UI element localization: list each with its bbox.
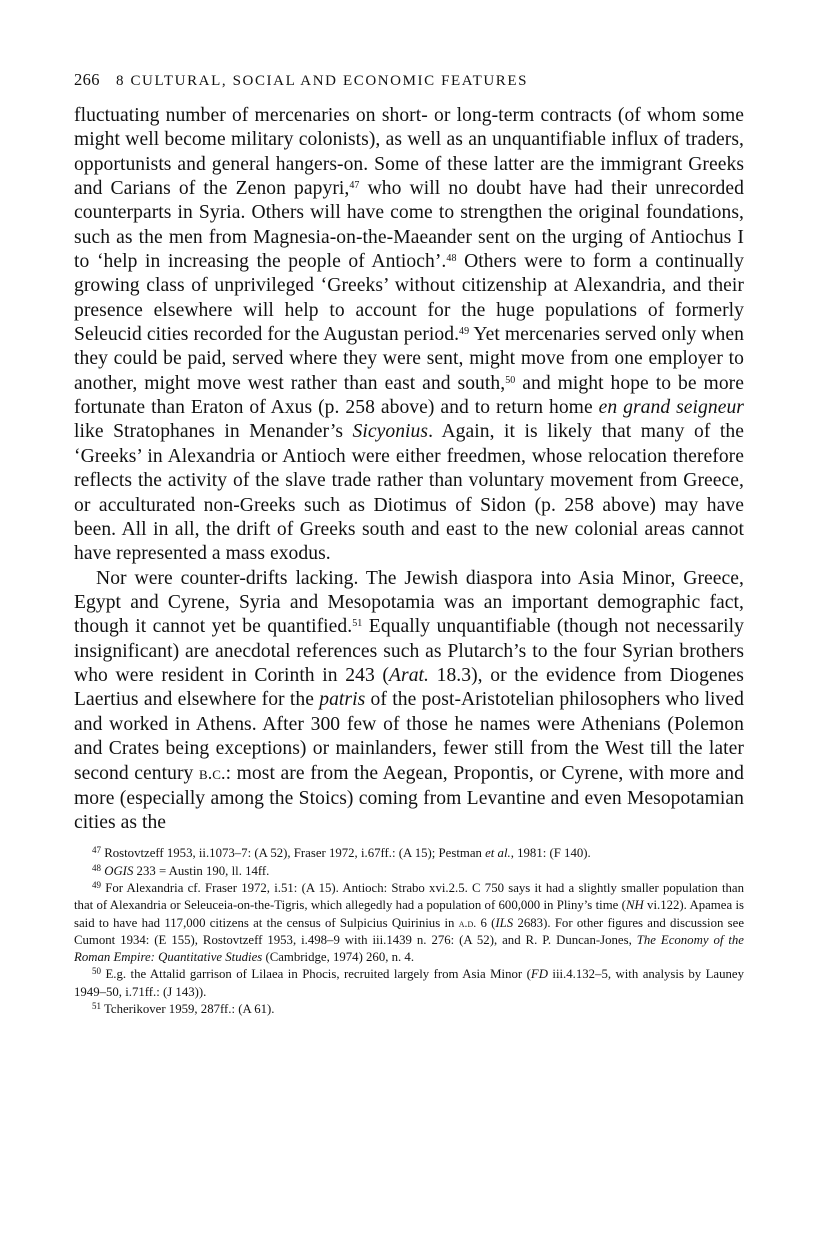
- page-number: 266: [74, 70, 100, 89]
- italic-title: Sicyonius: [352, 421, 429, 443]
- footnote-number: 47: [92, 845, 101, 856]
- text: Equally unquantifiable (though not necessarily insignificant) are anecdotal references such as Plutarch’s to the four Syrian brothers who were resident in Corinth in 243 (: [74, 616, 744, 686]
- small-caps-era: a.d.: [458, 916, 477, 930]
- footnote-number: 48: [92, 862, 101, 873]
- text: Yet mercenaries served only when they could be paid, served where they were sent, might move from one employer to another, might move west rather than east and south,: [74, 324, 744, 394]
- footnote-51: [74, 1001, 744, 1018]
- text: 18.3), or the evidence from Diogenes Laertius and elsewhere for the: [74, 664, 744, 711]
- text: E.g. the Attalid garrison of Lilaea in Phocis, recruited largely from Asia Minor (: [105, 967, 531, 982]
- footnote-number: 51: [92, 1000, 101, 1011]
- text: Nor were counter-drifts lacking. The Jewish diaspora into Asia Minor, Greece, Egypt and Cyrene, Syria and Mesopotamia was an important demographic fact, though it cannot yet be quantified.: [74, 567, 744, 638]
- text: fluctuating number of mercenaries on short- or long-term contracts (of whom some might well become military colonists), as well as an unquantifiable influx of traders, opportunists and general hangers-on. Some of these latter are the immigrant Greeks and Carians of the Zenon papyri,: [74, 105, 744, 200]
- text: (Cambridge, 1974) 260, n. 4.: [262, 950, 415, 965]
- running-header: [74, 70, 744, 104]
- footnote-48: [74, 863, 744, 880]
- text: of the post-Aristotelian philosophers who lived and worked in Athens. After 300 few of those he names were Athenians (Polemon and Crates being exceptions) or mainlanders, fewer still from the West till the later second century: [74, 689, 744, 785]
- text: Others were to form a continually growing class of unprivileged ‘Greeks’ without citizenship at Alexandria, and their presence elsewhere will help to account for the huge populations of formerly Seleucid cities recorded for the Augustan period.: [74, 251, 744, 346]
- text: iii.4.132–5, with analysis by Launey 1949–50, i.71ff.: (J 143)).: [74, 967, 744, 999]
- footnote-ref-50[interactable]: 50: [505, 374, 516, 386]
- italic-text: FD: [530, 967, 548, 982]
- text: Tcherikover 1959, 287ff.: (A 61).: [103, 1001, 275, 1016]
- running-title: 8 CULTURAL, SOCIAL AND ECONOMIC FEATURES: [116, 73, 529, 89]
- italic-phrase: en grand seigneur: [598, 397, 744, 419]
- text: 233 = Austin 190, ll. 14ff.: [133, 863, 270, 878]
- italic-text: ILS: [495, 915, 514, 930]
- footnote-49: [74, 880, 744, 966]
- footnotes: [74, 845, 744, 1018]
- footnote-number: 49: [92, 879, 101, 890]
- italic-text: NH: [625, 898, 644, 913]
- footnote-ref-51[interactable]: 51: [352, 618, 363, 630]
- text: , 1981: (F 140).: [510, 846, 591, 861]
- footnote-ref-49[interactable]: 49: [459, 325, 470, 337]
- paragraph-1: [74, 104, 744, 567]
- paragraph-2: [74, 567, 744, 836]
- italic-title: The Economy of the Roman Empire: Quantitative Studies: [74, 932, 744, 965]
- text: who will no doubt have had their unrecorded counterparts in Syria. Others will have come to strengthen the original foundations, such as the men from Magnesia-on-the-Maeander sent on the urging of Antiochus I to ‘help in increasing the people of Antioch’.: [74, 178, 744, 273]
- italic-word: patris: [319, 689, 366, 711]
- text: vi.122). Apamea is said to have had 117,000 citizens at the census of Sulpicius Quirinius in: [74, 898, 744, 930]
- text: : most are from the Aegean, Propontis, or Cyrene, with more and more (especially among the Stoics) coming from Levantine and even Mesopotamian cities as the: [74, 763, 744, 833]
- text: like Stratophanes in Menander’s: [74, 421, 353, 443]
- text: Rostovtzeff 1953, ii.1073–7: (A 52), Fraser 1972, i.67ff.: (A 15); Pestman: [104, 846, 486, 861]
- page: [74, 70, 744, 1018]
- text: and might hope to be more fortunate than Eraton of Axus (p. 258 above) and to return home: [74, 372, 744, 419]
- text: 6 (: [476, 915, 496, 930]
- italic-text: et al.: [485, 846, 511, 861]
- footnote-ref-48[interactable]: 48: [446, 252, 457, 264]
- footnote-47: [74, 845, 744, 862]
- small-caps-era: b.c.: [199, 763, 226, 784]
- footnote-ref-47[interactable]: 47: [349, 179, 360, 191]
- text: 2683). For other figures and discussion see Cumont 1934: (E 155), Rostovtzeff 1953, i.498–9 with iii.1439 n. 276: (A 52), and R. P. Duncan-Jones,: [74, 915, 744, 947]
- footnote-number: 50: [92, 966, 101, 977]
- italic-text: OGIS: [104, 863, 134, 878]
- italic-title: Arat.: [389, 664, 429, 686]
- text: For Alexandria cf. Fraser 1972, i.51: (A 15). Antioch: Strabo xvi.2.5. C 750 says it had a slightly smaller population than that of Alexandria or Seleuceia-on-the-Tigris, which allegedly had a population of 600,000 in Pliny’s time (: [74, 880, 744, 913]
- footnote-50: [74, 966, 744, 1001]
- text: . Again, it is likely that many of the ‘Greeks’ in Alexandria or Antioch were either freedmen, whose relocation therefore reflects the activity of the slave trade rather than voluntary movement from Greece, or acculturated non-Greeks such as Diotimus of Sidon (p. 258 above) may have been. All in all, the drift of Greeks south and east to the new colonial areas cannot have represented a mass exodus.: [74, 421, 744, 565]
